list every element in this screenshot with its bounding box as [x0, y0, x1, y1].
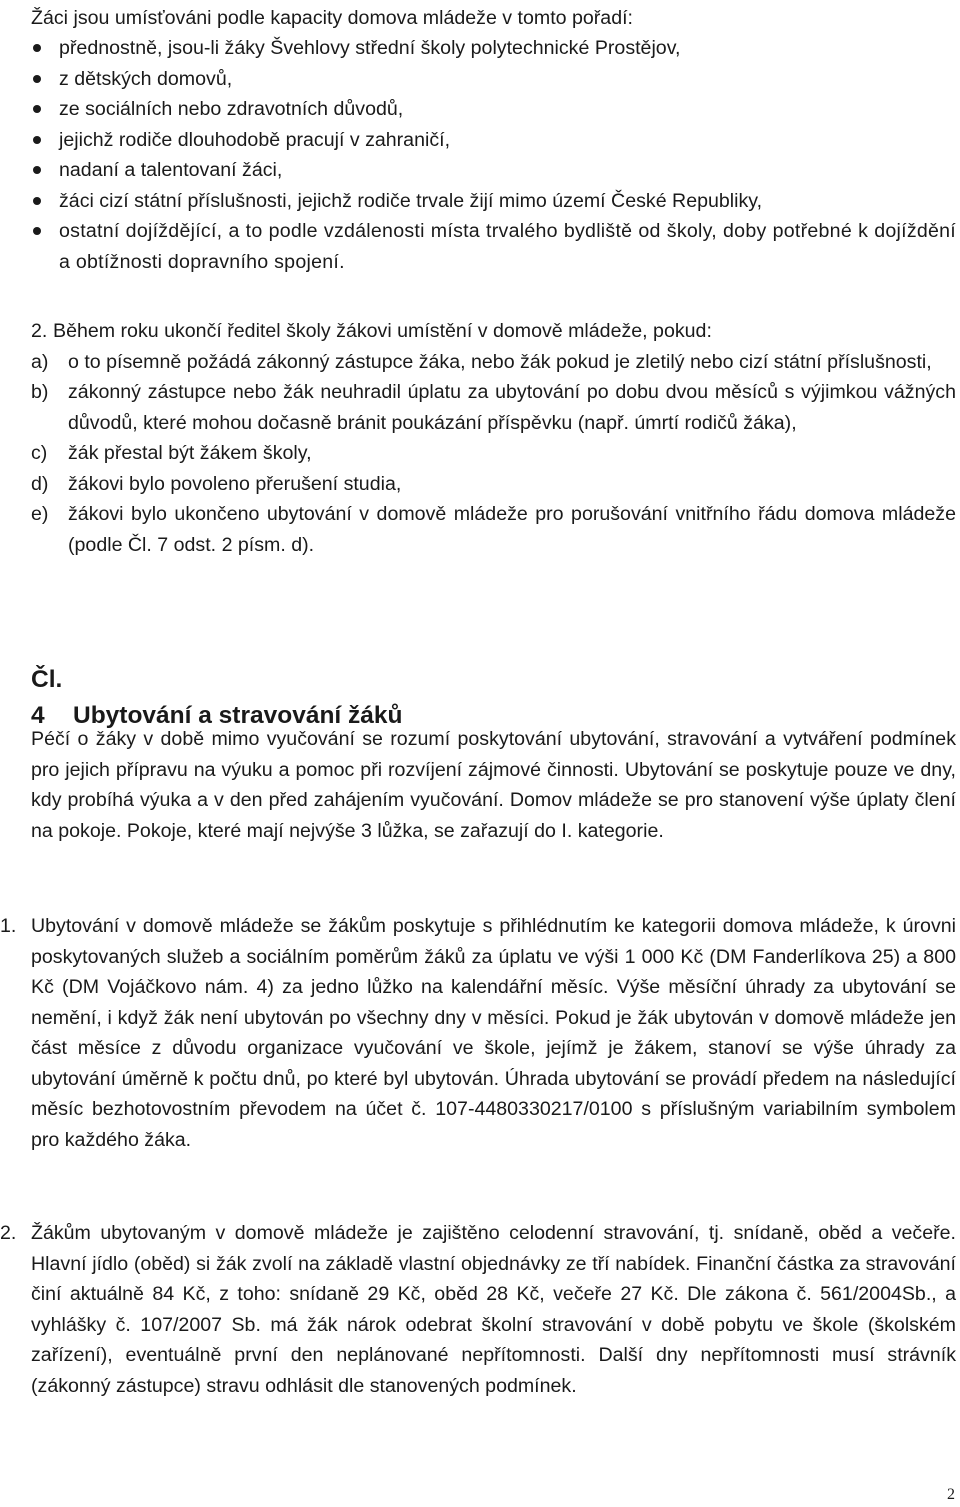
list-item-label: d) [31, 472, 49, 495]
list-item [31, 438, 956, 469]
list-item [31, 33, 956, 64]
bullet-icon [33, 44, 41, 52]
bullet-icon [33, 166, 41, 174]
list-item [31, 64, 956, 95]
list-item [31, 216, 956, 277]
list-item-text: ze sociálních nebo zdravotních důvodů, [59, 98, 404, 120]
bullet-icon [33, 197, 41, 205]
article-point-1 [0, 911, 956, 1155]
list-item [31, 469, 956, 500]
list-item [31, 347, 956, 378]
list-item-label: a) [31, 350, 49, 373]
list-item-label: c) [31, 442, 48, 464]
list-item-text: žák přestal být žákem školy, [68, 442, 312, 464]
point-text: Ubytování v domově mládeže se žákům poskytuje s přihlédnutím ke kategorii domova mládeže, k úrovni poskytovaných služeb a sociálním poměrům žáků za úplatu ve výši 1 000 Kč (DM Fanderlíkova 25) a 800 Kč (DM Vojáčkovo nám. 4) za jedno lůžko na kalendářní měsíc. Výše měsíční úhrady za ubytování se nemění, i když žák není ubytován po všechny dny v měsíci. Pokud je žák ubytován v domově mládeže jen část měsíce z důvodu organizace vyučování ve škole, jejímž je žákem, stanoví se výše úhrady za ubytování úměrně k počtu dnů, po které byl ubytován. Úhrada ubytování se provádí předem na následující měsíc bezhotovostním převodem na účet č. 107-4480330217/0100 s příslušným variabilním symbolem pro každého žáka. [31, 915, 956, 1151]
page-number: 2 [947, 1486, 955, 1503]
list-item [31, 377, 956, 438]
section-2 [31, 316, 956, 560]
list-item-text: nadaní a talentovaní žáci, [59, 159, 283, 181]
intro-text: Žáci jsou umísťováni podle kapacity domova mládeže v tomto pořadí: [31, 7, 633, 29]
list-item-text: ostatní dojíždějící, a to podle vzdálenosti místa trvalého bydliště od školy, doby potřebné k dojíždění a obtížnosti dopravního spojení. [59, 220, 956, 273]
point-number: 1. [0, 915, 17, 937]
list-item-text: žáci cizí státní příslušnosti, jejichž rodiče trvale žijí mimo území České Republiky, [59, 189, 763, 212]
list-item [31, 499, 956, 560]
point-text: Žákům ubytovaným v domově mládeže je zajištěno celodenní stravování, tj. snídaně, oběd a večeře. Hlavní jídlo (oběd) si žák zvolí na základě vlastní objednávky ze tří nabídek. Finanční částka za stravování činí aktuálně 84 Kč, z toho: snídaně 29 Kč, oběd 28 Kč, večeře 27 Kč. Dle zákona č. 561/2004Sb., a vyhlášky č. 107/2007 Sb. má žák nárok odebrat školní stravování v době pobytu ve škole (školském zařízení), eventuálně první den neplánované nepřítomnosti. Další dny nepřítomnosti musí strávník (zákonný zástupce) stravu odhlásit dle stanovených podmínek. [31, 1222, 956, 1397]
article-number: Čl. 4 [31, 666, 63, 729]
list-item [31, 125, 956, 156]
bullet-icon [33, 227, 41, 235]
priority-list [31, 33, 956, 277]
list-item [31, 94, 956, 125]
list-item [31, 155, 956, 186]
termination-conditions-list [31, 347, 956, 561]
bullet-icon [33, 75, 41, 83]
list-item-text: z dětských domovů, [59, 67, 233, 90]
list-item [31, 186, 956, 217]
article-point-2 [0, 1218, 956, 1401]
list-item-text: zákonný zástupce nebo žák neuhradil úplatu za ubytování po dobu dvou měsíců s výjimkou vážných důvodů, které mohou dočasně bránit poukázání příspěvku (např. úmrtí rodičů žáka), [68, 381, 956, 434]
list-item-label: e) [31, 503, 49, 525]
list-item-text: o to písemně požádá zákonný zástupce žáka, nebo žák pokud je zletilý nebo cizí státní příslušnosti, [68, 350, 932, 373]
list-item-label: b) [31, 381, 49, 403]
list-item-text: přednostně, jsou-li žáky Švehlovy střední školy polytechnické Prostějov, [59, 37, 681, 59]
article-title: Ubytování a stravování žáků [73, 702, 403, 729]
article-intro: Péčí o žáky v době mimo vyučování se rozumí poskytování ubytování, stravování a vytváření podmínek pro jejich přípravu na výuku a pomoc při rozvíjení zájmové činnosti. Ubytování se poskytuje pouze ve dny, kdy probíhá výuka a v den před zahájením vyučování. Domov mládeže se pro stanovení výše úplaty člení na pokoje. Pokoje, které mají nejvýše 3 lůžka, se zařazují do I. kategorie. [31, 728, 956, 842]
section-2-lead: Během roku ukončí ředitel školy žákovi umístění v domově mládeže, pokud: [53, 320, 712, 342]
list-item-text: žákovi bylo povoleno přerušení studia, [68, 472, 402, 495]
section-2-heading [31, 316, 956, 347]
list-item-text: jejichž rodiče dlouhodobě pracují v zahraničí, [59, 128, 451, 151]
section-2-number: 2. [31, 320, 48, 342]
bullet-icon [33, 136, 41, 144]
list-item-text: žákovi bylo ukončeno ubytování v domově mládeže pro porušování vnitřního řádu domova mládeže (podle Čl. 7 odst. 2 písm. d). [68, 503, 956, 556]
point-number: 2. [0, 1222, 17, 1244]
bullet-icon [33, 105, 41, 113]
